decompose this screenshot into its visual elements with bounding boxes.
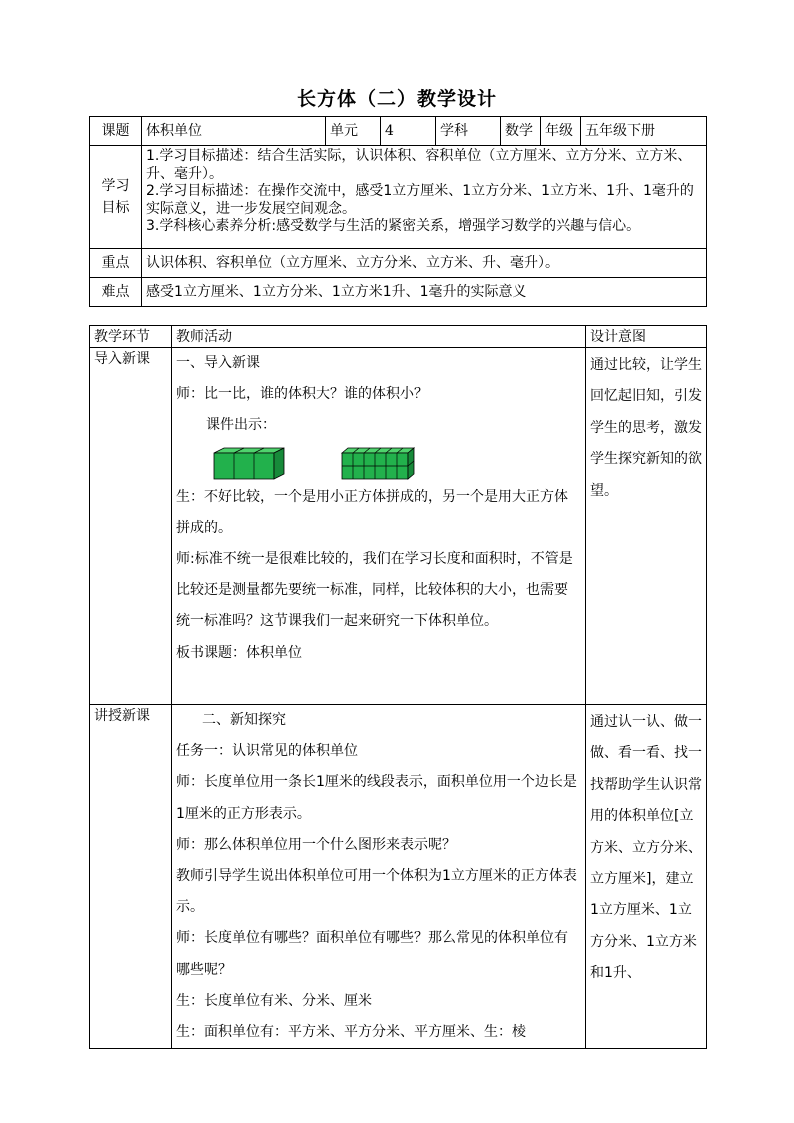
difficulty-label: 难点 (90, 278, 142, 307)
header-intent: 设计意图 (586, 326, 707, 348)
activity-intro (172, 348, 586, 705)
small-cube-prism (342, 448, 414, 479)
new-line-6: 师：长度单位有哪些？面积单位有哪些？那么常见的体积单位有哪些呢？ (176, 930, 568, 978)
intro-line-1: 一、导入新课 (176, 355, 260, 371)
intro-line-4: 生：不好比较，一个是用小正方体拼成的，另一个是用大正方体拼成的。 (176, 488, 568, 536)
cube-side-face (274, 448, 284, 479)
topic-label: 课题 (90, 117, 142, 146)
new-line-8: 生：面积单位有：平方米、平方分米、平方厘米、生：棱 (176, 1024, 526, 1041)
goal-2: 2.学习目标描述：在操作交流中，感受1立方厘米、1立方分米、1立方米、1升、1毫升的实际意义，进一步发展空间观念。 (146, 183, 694, 217)
intro-line-3: 课件出示： (206, 417, 276, 434)
subject-label: 学科 (436, 117, 501, 146)
cube-front-face (214, 453, 274, 479)
difficulty-value: 感受1立方厘米、1立方分米、1立方米1升、1毫升的实际意义 (142, 278, 707, 307)
intent-intro-text: 通过比较，让学生回忆起旧知，引发学生的思考，激发学生探究新知的欲望。 (590, 357, 702, 499)
goal-3: 3.学科核心素养分析:感受数学与生活的紧密关系，增强学习数学的兴趣与信心。 (146, 218, 641, 234)
goals-label-text: 学习目标 (101, 178, 130, 216)
lesson-plan-table (89, 325, 707, 1049)
new-line-3: 师：长度单位用一条长1厘米的线段表示，面积单位用一个边长是1厘米的正方形表示。 (176, 774, 577, 822)
intro-line-2: 师：比一比，谁的体积大？谁的体积小？ (176, 386, 428, 403)
large-cube-prism (214, 448, 284, 479)
intent-new (586, 705, 707, 1049)
new-line-2: 任务一：认识常见的体积单位 (176, 743, 358, 760)
cube-figure-svg (176, 442, 586, 482)
goals-label (90, 146, 142, 249)
grade-value: 五年级下册 (581, 117, 707, 146)
intent-intro (586, 348, 707, 705)
grade-label: 年级 (541, 117, 581, 146)
new-line-1: 二、新知探究 (202, 712, 286, 728)
stage-intro: 导入新课 (90, 348, 172, 705)
new-line-5: 教师引导学生说出体积单位可用一个体积为1立方厘米的正方体表示。 (176, 868, 577, 916)
intro-line-6: 板书课题：体积单位 (176, 644, 302, 661)
intent-new-text: 通过认一认、做一做、看一看、找一找帮助学生认识常用的体积单位[立方米、立方分米、立方厘米]，建立1立方厘米、1立方分米、1立方米和1升、 (590, 714, 702, 982)
intro-line-5: 师:标准不统一是很难比较的，我们在学习长度和面积时，不管是比较还是测量都先要统一标准，同样，比较体积的大小，也需要统一标准吗？这节课我们一起来研究一下体积单位。 (176, 551, 573, 630)
focus-value: 认识体积、容积单位（立方厘米、立方分米、立方米、升、毫升）。 (142, 249, 707, 278)
stage-new: 讲授新课 (90, 705, 172, 1049)
focus-label: 重点 (90, 249, 142, 278)
page-title: 长方体（二）教学设计 (296, 88, 497, 110)
new-line-4: 师：那么体积单位用一个什么图形来表示呢？ (176, 836, 456, 853)
lesson-info-table (89, 116, 707, 307)
cube-comparison-figure (176, 442, 581, 482)
unit-label: 单元 (326, 117, 381, 146)
activity-new (172, 705, 586, 1049)
unit-value: 4 (381, 117, 436, 146)
cube-top-face (214, 448, 284, 453)
goal-1: 1.学习目标描述：结合生活实际，认识体积、容积单位（立方厘米、立方分米、立方米、升、毫升）。 (146, 148, 692, 182)
header-stage: 教学环节 (90, 326, 172, 348)
topic-value: 体积单位 (142, 117, 326, 146)
header-activity: 教师活动 (172, 326, 586, 348)
new-line-7: 生：长度单位有米、分米、厘米 (176, 992, 372, 1009)
subject-value: 数学 (501, 117, 541, 146)
goals-cell (142, 146, 707, 249)
